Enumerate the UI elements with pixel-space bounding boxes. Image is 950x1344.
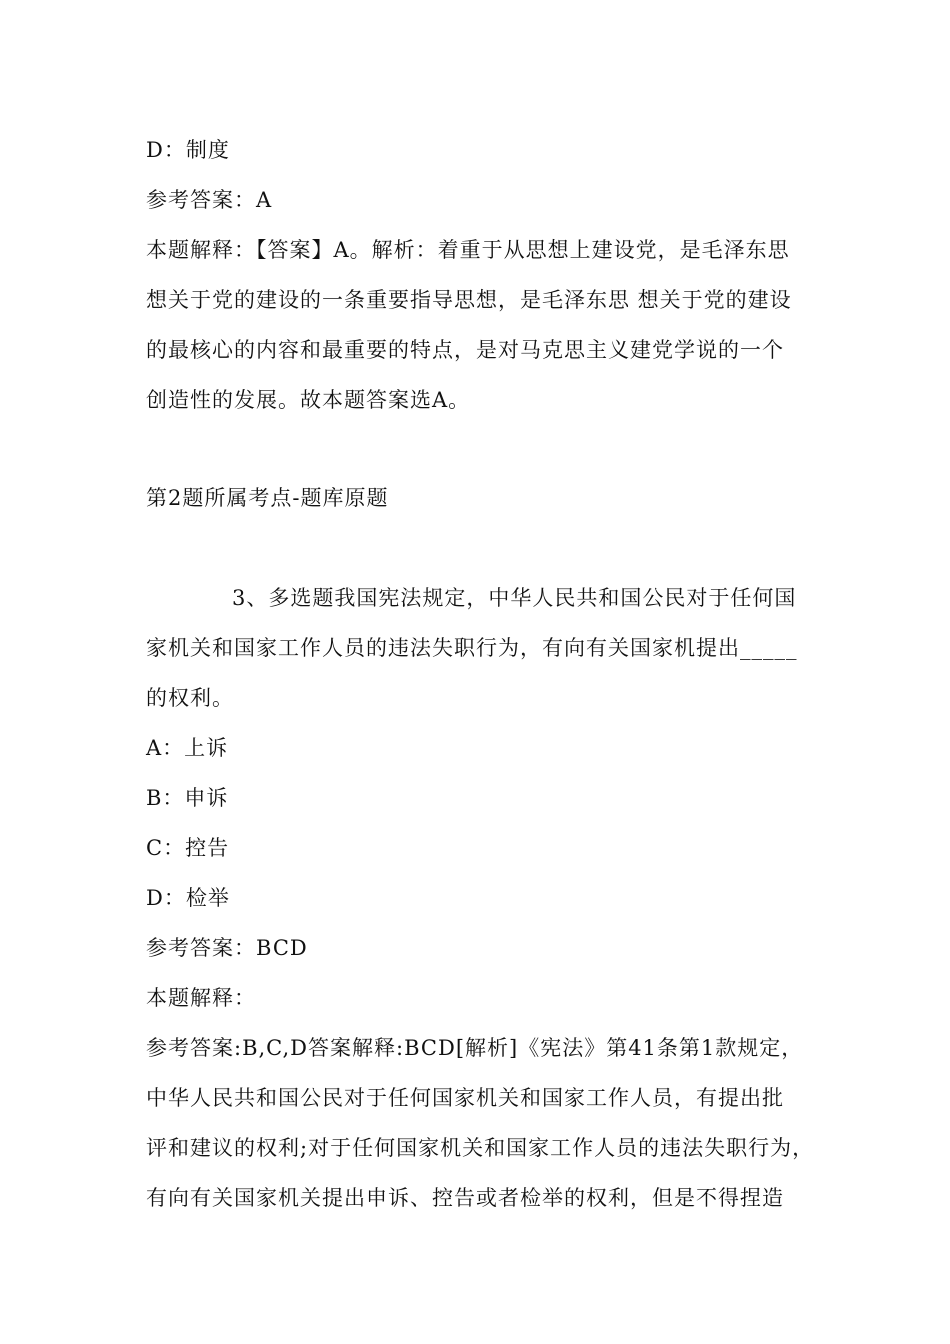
q2-explanation-line: 想关于党的建设的一条重要指导思想，是毛泽东思 想关于党的建设 <box>146 288 792 312</box>
q3-option-a: A：上诉 <box>146 736 229 760</box>
q2-option-d: D：制度 <box>146 138 230 162</box>
q3-option-d: D：检举 <box>146 886 230 910</box>
q3-explanation-line: 评和建议的权利;对于任何国家机关和国家工作人员的违法失职行为， <box>146 1136 815 1160</box>
q3-explanation-line: 参考答案:B,C,D答案解释:BCD[解析]《宪法》第41条第1款规定， <box>146 1036 804 1060</box>
q3-explanation-line: 有向有关国家机关提出申诉、控告或者检举的权利，但是不得捏造 <box>146 1186 784 1210</box>
q3-question-line: 3、多选题我国宪法规定，中华人民共和国公民对于任何国 <box>232 586 797 610</box>
q2-explanation-line: 的最核心的内容和最重要的特点，是对马克思主义建党学说的一个 <box>146 338 784 362</box>
q2-explanation-line: 创造性的发展。故本题答案选A。 <box>146 388 471 412</box>
q3-question-line: 家机关和国家工作人员的违法失职行为，有向有关国家机提出_____ <box>146 636 798 660</box>
q3-question-line: 的权利。 <box>146 686 234 710</box>
q3-answer: 参考答案：BCD <box>146 936 308 960</box>
q3-option-c: C：控告 <box>146 836 230 860</box>
q3-explanation-line: 中华人民共和国公民对于任何国家机关和国家工作人员，有提出批 <box>146 1086 784 1110</box>
q2-answer: 参考答案：A <box>146 188 273 212</box>
q2-explanation-line: 本题解释：【答案】A。解析：着重于从思想上建设党，是毛泽东思 <box>146 238 790 262</box>
q2-topic: 第2题所属考点-题库原题 <box>146 486 389 510</box>
q3-option-b: B：申诉 <box>146 786 229 810</box>
q3-explanation-label: 本题解释： <box>146 986 256 1010</box>
